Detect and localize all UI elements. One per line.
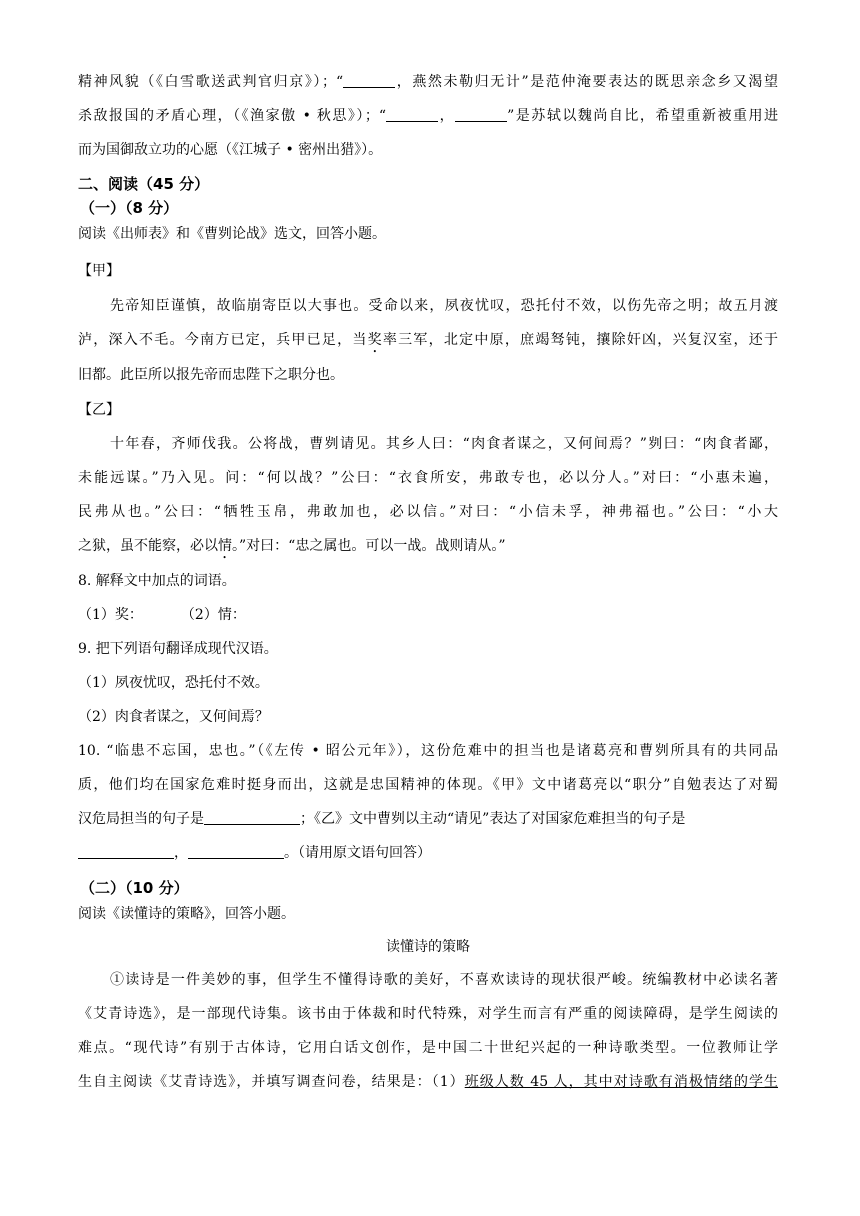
question-8-items: （1）奖： （2）情：: [78, 607, 246, 623]
text-line: 精神风貌（《白雪歌送武判官归京》）；“ ，燕然未勒归无计”是范仲淹要表达的既思亲念乡又渴望: [78, 74, 779, 90]
text-line: 杀敌报国的矛盾心理，（《渔家傲 • 秋思》）；“ ， ”是苏轼以魏尚自比，希望重新被重用进: [78, 108, 779, 124]
question-10: 10. “临患不忘国，忠也。”（《左传 • 昭公元年》），这份危难中的担当也是诸葛亮和曹刿所具有的共同品: [78, 743, 778, 759]
part-heading: （一）（8 分）: [80, 199, 179, 217]
answer-blank[interactable]: [386, 107, 438, 122]
text-line: 而为国御敌立功的心愿（《江城子 • 密州出猎》）。: [78, 142, 383, 158]
dotted-word: 奖: [367, 332, 383, 348]
instruction-text: 阅读《读懂诗的策略》，回答小题。: [78, 906, 295, 922]
section-heading: 二、阅读（45 分）: [78, 175, 210, 193]
article-line: ①读诗是一件美妙的事，但学生不懂得诗歌的美好，不喜欢读诗的现状很严峻。统编教材中必读名著: [110, 972, 778, 988]
article-line: 难点。“现代诗”有别于古体诗，它用白话文创作，是中国二十世纪兴起的一种诗歌类型。一位教师让学: [78, 1040, 778, 1056]
passage-label: 【甲】: [78, 263, 120, 279]
passage-line: 民弗从也。”公曰：“牺牲玉帛，弗敢加也，必以信。”对曰：“小信未孚，神弗福也。”公曰：“小大: [78, 504, 778, 520]
dotted-word: 情: [218, 538, 232, 554]
instruction-text: 阅读《出师表》和《曹刿论战》选文，回答小题。: [78, 226, 386, 242]
question-9: 9. 把下列语句翻译成现代汉语。: [78, 641, 278, 657]
answer-blank[interactable]: [188, 844, 284, 859]
passage-label: 【乙】: [78, 402, 120, 418]
question-9-item: （1）夙夜忧叹，恐托付不效。: [78, 675, 269, 691]
question-10-line: ， 。（请用原文语句回答）: [78, 843, 778, 863]
answer-blank[interactable]: [343, 73, 395, 88]
answer-blank[interactable]: [204, 810, 300, 825]
passage-line: 旧都。此臣所以报先帝而忠陛下之职分也。: [78, 367, 344, 383]
question-10-line: 质，他们均在国家危难时挺身而出，这就是忠国精神的体现。《甲》文中诸葛亮以“职分”自勉表达了对蜀: [78, 777, 778, 793]
article-title: 读懂诗的策略: [386, 939, 470, 955]
passage-line: 先帝知臣谨慎，故临崩寄臣以大事也。受命以来，夙夜忧叹，恐托付不效，以伤先帝之明；故五月渡: [110, 298, 778, 314]
question-10-line: 汉危局担当的句子是 ；《乙》文中曹刿以主动“请见”表达了对国家危难担当的句子是: [78, 811, 686, 827]
passage-line: 十年春，齐师伐我。公将战，曹刿请见。其乡人曰：“肉食者谋之，又何间焉？”刿曰：“肉食者鄙，: [110, 436, 778, 452]
answer-blank[interactable]: [78, 844, 174, 859]
answer-blank[interactable]: [455, 107, 507, 122]
article-line: 《艾青诗选》，是一部现代诗集。该书由于体裁和时代特殊，对学生而言有严重的阅读障碍，是学生阅读的: [78, 1006, 778, 1022]
passage-line: 未能远谋。”乃入见。问：“何以战？”公曰：“衣食所安，弗敢专也，必以分人。”对曰：“小惠未遍，: [78, 470, 778, 486]
passage-line: 泸，深入不毛。今南方已定，兵甲已足，当奖率三军，北定中原，庶竭驽钝，攘除奸凶，兴复汉室，还于: [78, 332, 779, 348]
underlined-text: 班级人数 45 人，其中对诗歌有消极情绪的学生: [464, 1074, 779, 1090]
question-8: 8. 解释文中加点的词语。: [78, 573, 236, 589]
question-9-item: （2）肉食者谋之，又何间焉？: [78, 709, 269, 725]
part-heading: （二）（10 分）: [80, 879, 189, 897]
article-line: 生自主阅读《艾青诗选》，并填写调查问卷，结果是：（1）班级人数 45 人，其中对诗歌有消极情绪的学生: [78, 1074, 779, 1090]
passage-line: 之狱，虽不能察，必以情。”对曰：“忠之属也。可以一战。战则请从。”: [78, 538, 506, 554]
